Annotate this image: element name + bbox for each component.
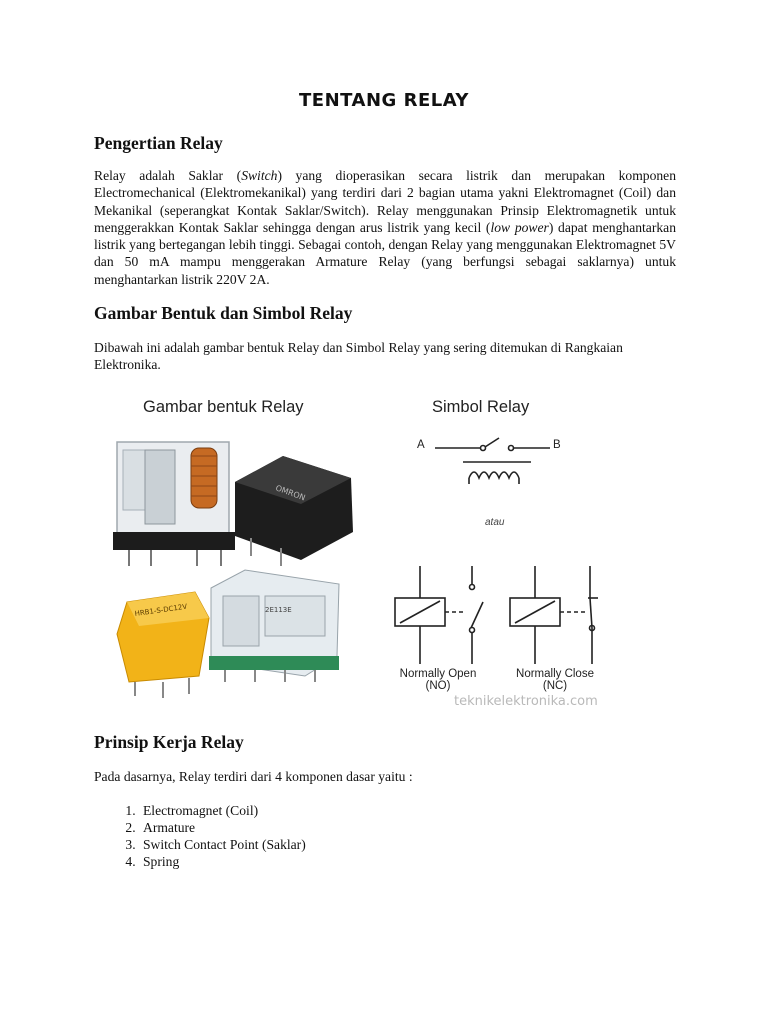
italic-term: Switch xyxy=(241,168,278,183)
komponen-list xyxy=(94,802,306,870)
figure-watermark: teknikelektronika.com xyxy=(454,694,598,709)
clear-multi-relay-illustration xyxy=(209,570,339,682)
heading-prinsip-kerja: Prinsip Kerja Relay xyxy=(94,732,244,752)
text-run: ) dapat menghantarkan listrik yang bertegangan lebih tinggi. Sebagai contoh, dengan Relay yang menggunakan Elektromagnet 5V dan 50 mA mampu menggerakan Armature Relay (yang berfungsi sebagai saklarnya) untuk menghantarkan listrik 220V 2A. xyxy=(94,219,676,287)
symbol-label-atau: atau xyxy=(485,517,505,528)
document-title: TENTANG RELAY xyxy=(299,90,469,111)
list-item: 1. Electromagnet (Coil) xyxy=(139,802,306,819)
symbol-label-normally-close: Normally Close (NC) xyxy=(516,668,594,692)
paragraph-prinsip-intro: Pada dasarnya, Relay terdiri dari 4 komponen dasar yaitu : xyxy=(94,769,413,784)
heading-gambar-bentuk-simbol: Gambar Bentuk dan Simbol Relay xyxy=(94,303,353,323)
list-item: 4. Spring xyxy=(139,853,306,870)
yellow-relay-illustration xyxy=(117,592,209,698)
italic-term: low power xyxy=(490,219,549,235)
figure-caption-simbol: Simbol Relay xyxy=(432,398,530,416)
relay-switch-coil-symbol xyxy=(435,438,550,484)
omron-marking: OMRON xyxy=(274,483,307,503)
figure-caption-bentuk: Gambar bentuk Relay xyxy=(143,398,304,416)
relay-figure xyxy=(105,390,625,710)
relay-photos xyxy=(105,420,395,710)
paragraph-pengertian-relay xyxy=(94,167,676,288)
symbol-label-a: A xyxy=(417,439,425,451)
list-item: 2. Armature xyxy=(139,819,306,836)
normally-close-symbol xyxy=(510,566,598,664)
list-item: 3. Switch Contact Point (Saklar) xyxy=(139,836,306,853)
text-run: Relay adalah Saklar ( xyxy=(94,168,242,183)
paragraph-gambar-intro: Dibawah ini adalah gambar bentuk Relay dan Simbol Relay yang sering ditemukan di Rangkaian Elektronika. xyxy=(94,340,623,373)
symbol-label-normally-open: Normally Open (NO) xyxy=(399,668,477,692)
yellow-relay-marking: HRB1-S-DC12V xyxy=(134,602,188,618)
black-omron-relay-illustration xyxy=(235,456,353,566)
normally-open-symbol xyxy=(395,566,483,664)
heading-pengertian-relay: Pengertian Relay xyxy=(94,133,223,153)
clear-coil-relay-illustration xyxy=(113,442,235,566)
symbol-label-b: B xyxy=(553,439,561,451)
clear-relay-marking: 2E113E xyxy=(265,606,292,614)
text-run: ) yang dioperasikan secara listrik dan merupakan komponen Electromechanical (Elektromekanikal) yang terdiri dari 2 bagian utama yakni Elektromagnet (Coil) dan Mekanikal (seperangkat Kontak Saklar/Switch). Relay menggunakan Prinsip Elektromagnetik untuk menggerakkan Kontak Saklar sehingga dengan arus listrik yang kecil ( xyxy=(94,168,676,235)
